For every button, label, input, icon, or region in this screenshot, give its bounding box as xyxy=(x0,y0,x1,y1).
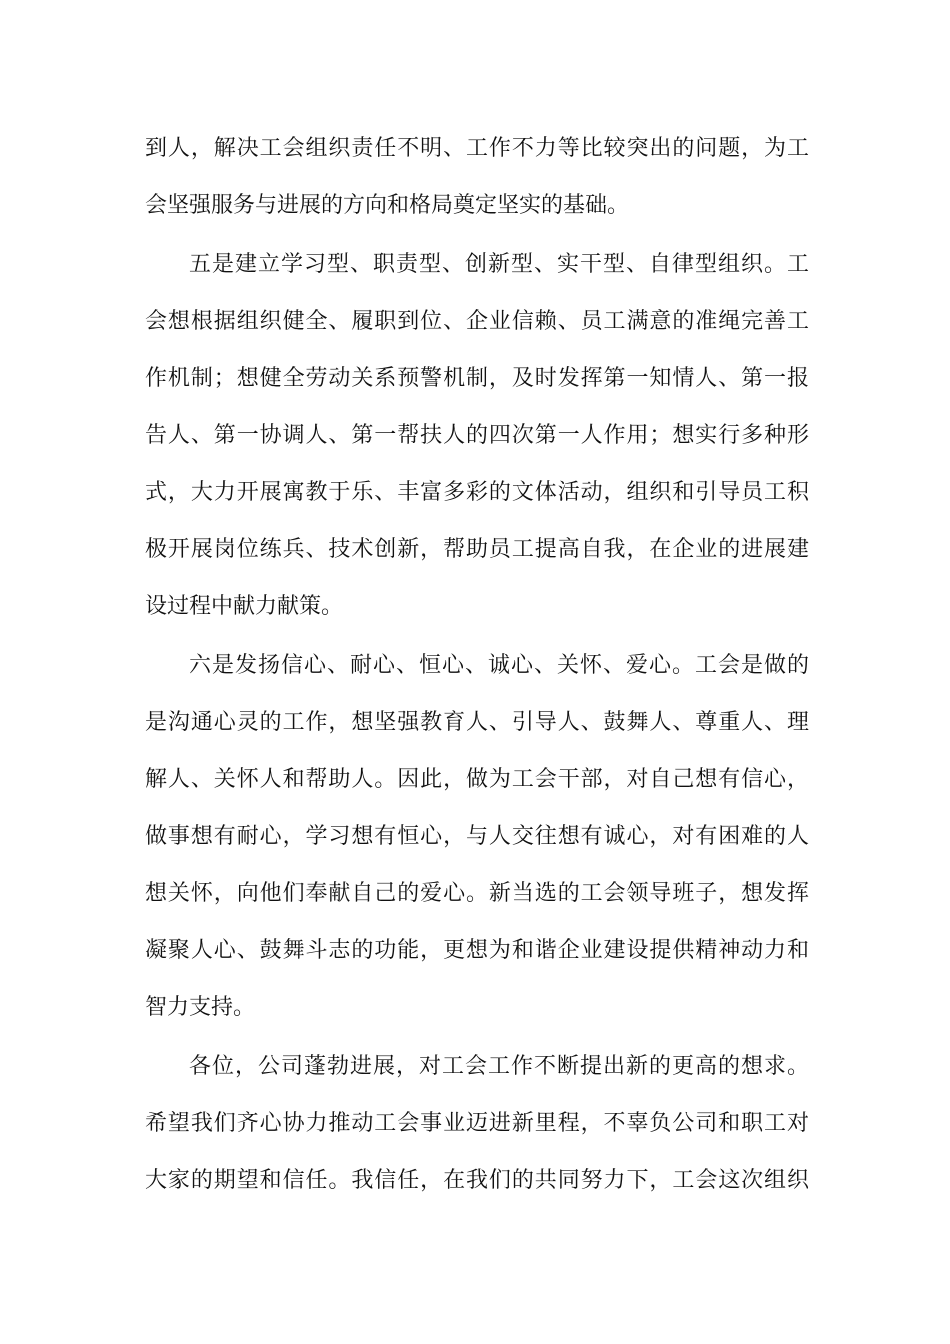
text-line: 式，大力开展寓教于乐、丰富多彩的文体活动，组织和引导员工积 xyxy=(145,480,809,505)
text-line: 智力支持。 xyxy=(145,995,256,1020)
text-line: 到人，解决工会组织责任不明、工作不力等比较突出的问题，为工 xyxy=(145,136,809,161)
text-line: 会想根据组织健全、履职到位、企业信赖、员工满意的准绳完善工 xyxy=(145,309,809,334)
text-line: 做事想有耐心，学习想有恒心，与人交往想有诚心，对有困难的人 xyxy=(145,824,809,849)
text-line: 会坚强服务与进展的方向和格局奠定坚实的基础。 xyxy=(145,193,630,218)
text-line: 五是建立学习型、职责型、创新型、实干型、自律型组织。工 xyxy=(189,252,809,277)
text-line: 想关怀，向他们奉献自己的爱心。新当选的工会领导班子，想发挥 xyxy=(145,881,809,906)
text-line: 设过程中献力献策。 xyxy=(145,594,344,619)
text-line: 各位，公司蓬勃进展，对工会工作不断提出新的更高的想求。 xyxy=(189,1054,809,1079)
text-line: 凝聚人心、鼓舞斗志的功能，更想为和谐企业建设提供精神动力和 xyxy=(145,938,809,963)
text-line: 告人、第一协调人、第一帮扶人的四次第一人作用；想实行多种形 xyxy=(145,423,809,448)
text-line: 是沟通心灵的工作，想坚强教育人、引导人、鼓舞人、尊重人、理 xyxy=(145,710,809,735)
text-line: 解人、关怀人和帮助人。因此，做为工会干部，对自己想有信心， xyxy=(145,767,809,792)
text-line: 六是发扬信心、耐心、恒心、诚心、关怀、爱心。工会是做的 xyxy=(189,653,809,678)
text-line: 大家的期望和信任。我信任，在我们的共同努力下，工会这次组织 xyxy=(145,1168,809,1193)
text-line: 极开展岗位练兵、技术创新，帮助员工提高自我，在企业的进展建 xyxy=(145,537,809,562)
text-line: 希望我们齐心协力推动工会事业迈进新里程，不辜负公司和职工对 xyxy=(145,1111,809,1136)
text-line: 作机制；想健全劳动关系预警机制，及时发挥第一知情人、第一报 xyxy=(145,366,809,391)
